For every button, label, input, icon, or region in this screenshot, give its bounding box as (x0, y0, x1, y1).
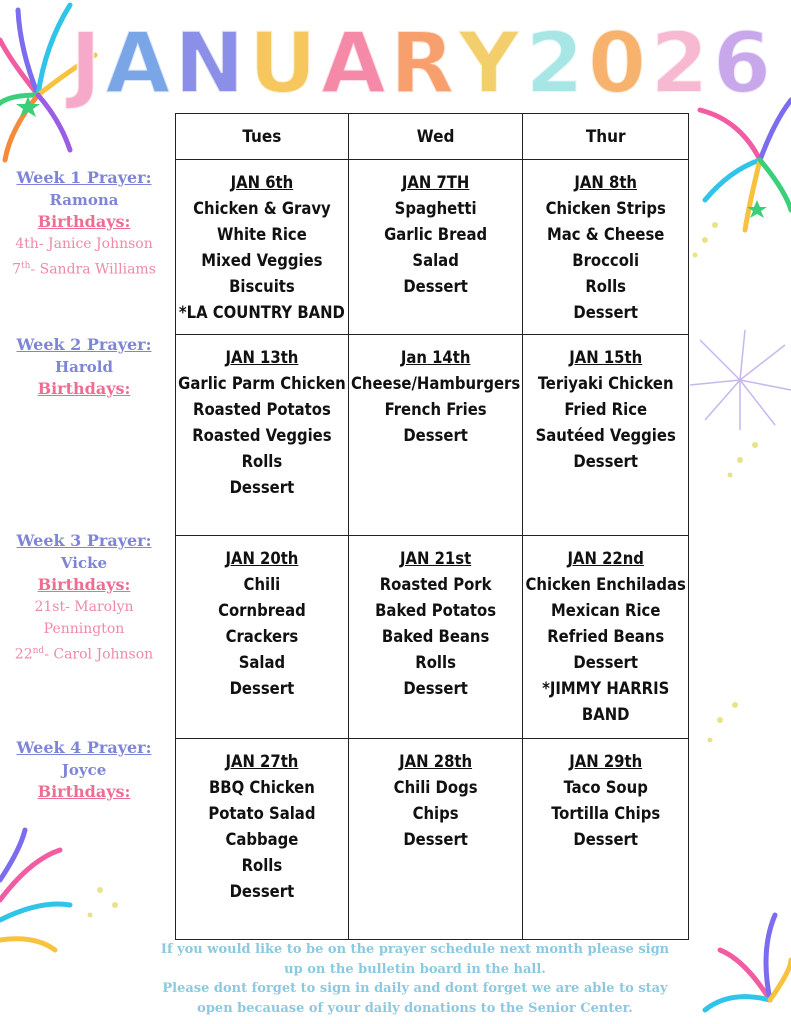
title-letter: U (248, 14, 319, 112)
day-date: JAN 15th (569, 348, 643, 367)
menu-item: Mixed Veggies (201, 251, 323, 270)
day-cell (176, 160, 349, 335)
title-letter: J (70, 14, 104, 112)
header-wed: Wed (348, 114, 523, 160)
menu-item: Cabbage (225, 830, 299, 849)
title-letter: 6 (712, 14, 774, 112)
week1-prayer-name: Ramona (49, 191, 119, 209)
day-date: JAN 28th (399, 752, 473, 771)
menu-item: Rolls (585, 277, 627, 296)
week3-birthdays-label: Birthdays: (37, 575, 131, 594)
footer-line-1: If you would like to be on the prayer schedule next month please sign up on the bulletin board in the hall. (160, 942, 670, 977)
menu-item: Salad (238, 653, 286, 672)
day-cell (523, 536, 689, 739)
lunch-menu-table (175, 113, 689, 940)
menu-item: Roasted Veggies (192, 426, 332, 445)
menu-item: Dessert (573, 830, 638, 849)
menu-item: Crackers (225, 627, 299, 646)
menu-item: Dessert (403, 426, 468, 445)
week1-info (8, 167, 160, 281)
week4-birthdays-label: Birthdays: (37, 782, 131, 801)
menu-item: French Fries (384, 400, 487, 419)
day-date: JAN 6th (230, 173, 294, 192)
menu-item: Chili (243, 575, 281, 594)
day-date: JAN 13th (225, 348, 299, 367)
week1-birthday-2: 7th- Sandra Williams (12, 261, 156, 278)
week1-prayer-label: Week 1 Prayer: (16, 168, 152, 187)
menu-item: Fried Rice (564, 400, 648, 419)
menu-item: Biscuits (229, 277, 295, 296)
title-letter: Y (458, 14, 522, 112)
menu-item: Teriyaki Chicken (537, 374, 674, 393)
week-row (176, 160, 689, 335)
day-cell (348, 160, 523, 335)
title-letter: 0 (587, 14, 649, 112)
menu-item: *JIMMY HARRIS (542, 679, 670, 698)
day-cell (176, 335, 349, 536)
week3-info (8, 530, 160, 666)
menu-item: *LA COUNTRY BAND (178, 303, 345, 322)
menu-item: Taco Soup (563, 778, 648, 797)
day-cell (523, 160, 689, 335)
menu-item: Rolls (415, 653, 456, 672)
week-row (176, 536, 689, 739)
week3-birthday-1: 21st- Marolyn Pennington (34, 599, 134, 637)
week2-info (8, 334, 160, 400)
menu-item: BAND (581, 705, 630, 724)
title-letter: R (389, 14, 457, 112)
week3-prayer-label: Week 3 Prayer: (16, 531, 152, 550)
week4-prayer-name: Joyce (61, 761, 107, 779)
menu-item: Dessert (573, 303, 638, 322)
title-letter: 2 (525, 14, 586, 112)
title-letter: 2 (650, 14, 711, 112)
day-date: JAN 21st (400, 549, 472, 568)
week3-birthday-2: 22nd- Carol Johnson (14, 646, 154, 663)
menu-item: Garlic Parm Chicken (178, 374, 346, 393)
title-letter: N (174, 14, 247, 112)
day-date: JAN 22nd (567, 549, 644, 568)
menu-item: Dessert (229, 882, 295, 901)
menu-item: Baked Beans (381, 627, 490, 646)
menu-item: Baked Potatos (375, 601, 497, 620)
day-cell (348, 739, 523, 940)
menu-item: Mexican Rice (550, 601, 661, 620)
menu-item: Spaghetti (394, 199, 477, 218)
firework-bottom-right (705, 915, 791, 1010)
menu-item: Dessert (229, 679, 295, 698)
day-date: JAN 29th (569, 752, 643, 771)
menu-item: Roasted Pork (379, 575, 492, 594)
title-letter: A (105, 14, 173, 112)
firework-bottom-left (0, 830, 70, 950)
footer-notes (150, 940, 680, 1018)
week2-birthdays-label: Birthdays: (37, 379, 131, 398)
menu-item: Mac & Cheese (547, 225, 665, 244)
menu-item: Dessert (229, 478, 295, 497)
day-cell (523, 335, 689, 536)
week2-prayer-name: Harold (55, 358, 113, 376)
week1-birthday-1: 4th- Janice Johnson (15, 236, 153, 252)
week3-prayer-name: Vicke (60, 554, 108, 572)
menu-item: Salad (412, 251, 459, 270)
menu-item: Refried Beans (547, 627, 665, 646)
menu-item: Dessert (573, 653, 638, 672)
menu-item: Chili Dogs (393, 778, 478, 797)
menu-item: Chicken Enchiladas (525, 575, 686, 594)
menu-item: Dessert (403, 679, 468, 698)
firework-right-middle (690, 330, 791, 430)
menu-item: BBQ Chicken (208, 778, 315, 797)
header-tues: Tues (176, 114, 349, 160)
week-row (176, 335, 689, 536)
menu-item: Rolls (241, 452, 283, 471)
day-cell (348, 536, 523, 739)
day-cell (176, 739, 349, 940)
week-row (176, 739, 689, 940)
firework-top-right (700, 100, 791, 230)
page-title (70, 14, 774, 112)
menu-item: White Rice (217, 225, 307, 244)
week4-prayer-label: Week 4 Prayer: (16, 738, 152, 757)
day-date: JAN 20th (225, 549, 299, 568)
day-cell (176, 536, 349, 739)
menu-item: Chicken & Gravy (193, 199, 331, 218)
menu-item: Garlic Bread (384, 225, 488, 244)
menu-item: Chicken Strips (545, 199, 666, 218)
menu-item: Dessert (403, 277, 468, 296)
title-letter: A (320, 14, 388, 112)
header-thur: Thur (523, 114, 689, 160)
week1-birthdays-label: Birthdays: (37, 212, 131, 231)
day-cell (348, 335, 523, 536)
menu-item: Dessert (403, 830, 468, 849)
week4-info (8, 737, 160, 803)
day-date: Jan 14th (400, 348, 471, 367)
menu-item: Roasted Potatos (193, 400, 331, 419)
menu-item: Potato Salad (208, 804, 316, 823)
menu-item: Cheese/Hamburgers (350, 374, 521, 393)
menu-item: Tortilla Chips (551, 804, 661, 823)
week2-prayer-label: Week 2 Prayer: (16, 335, 152, 354)
footer-line-2: Please dont forget to sign in daily and dont forget we are able to stay open becauase of your daily donations to the Senior Center. (162, 981, 668, 1016)
day-date: JAN 7TH (401, 173, 470, 192)
menu-item: Broccoli (572, 251, 640, 270)
day-date: JAN 27th (225, 752, 299, 771)
menu-item: Chips (412, 804, 459, 823)
menu-item: Cornbread (218, 601, 306, 620)
menu-item: Dessert (573, 452, 638, 471)
day-date: JAN 8th (574, 173, 637, 192)
day-cell (523, 739, 689, 940)
menu-item: Rolls (241, 856, 283, 875)
menu-item: Sautéed Veggies (535, 426, 676, 445)
